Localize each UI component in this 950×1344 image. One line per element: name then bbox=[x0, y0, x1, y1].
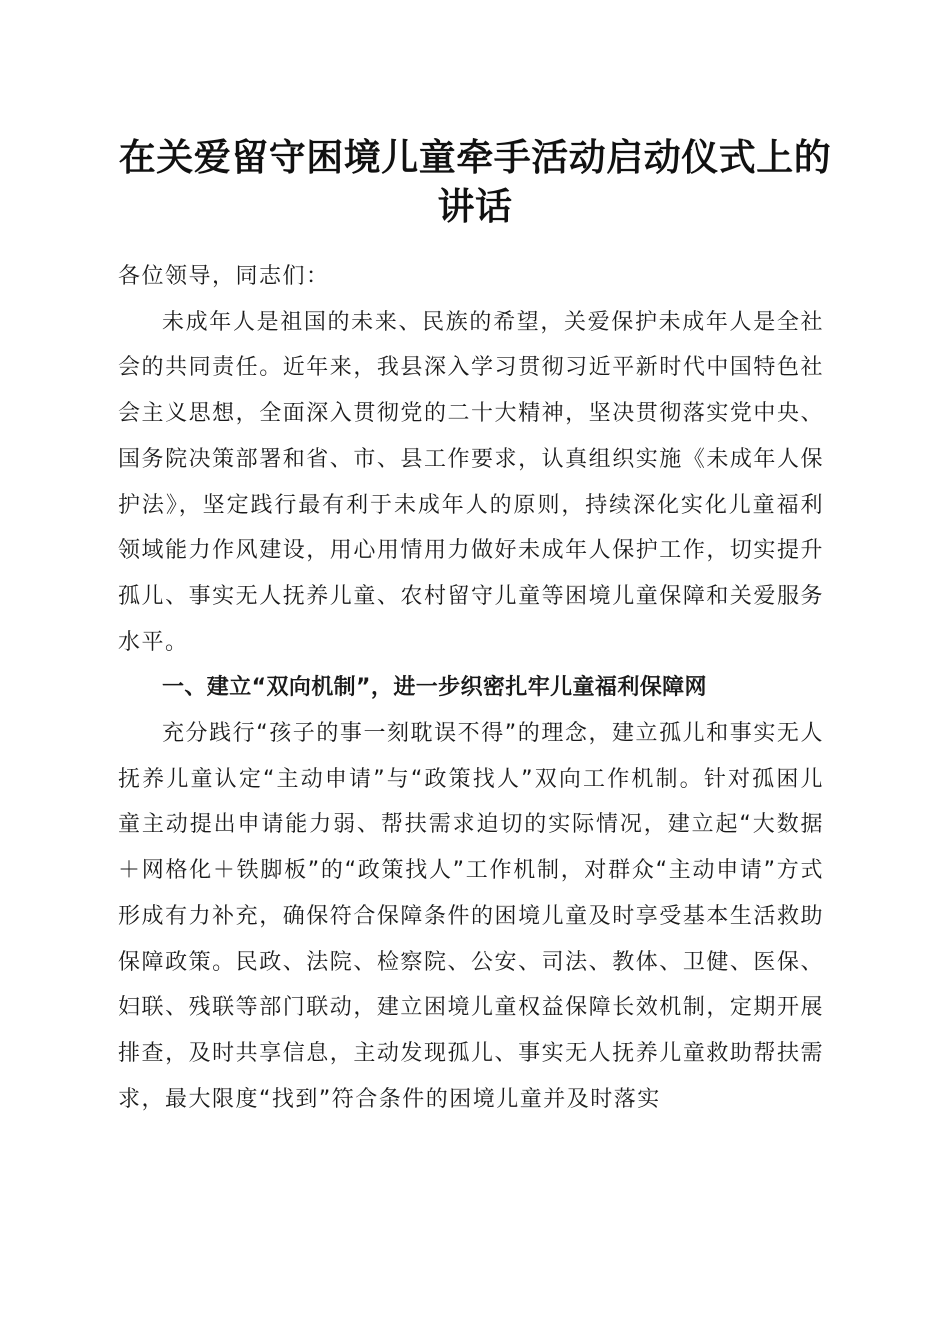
section-heading: 一、建立“双向机制”，进一步织密扎牢儿童福利保障网 bbox=[162, 675, 707, 701]
salutation: 各位领导，同志们： bbox=[118, 264, 330, 289]
document-body bbox=[118, 254, 824, 1122]
intro-paragraph: 未成年人是祖国的未来、民族的希望，关爱保护未成年人是全社会的共同责任。近年来，我县深入学习贯彻习近平新时代中国特色社会主义思想，全面深入贯彻党的二十大精神，坚决贯彻落实党中央、国务院决策部署和省、市、县工作要求，认真组织实施《未成年人保护法》，坚定践行最有利于未成年人的原则，持续深化实化儿童福利领域能力作风建设，用心用情用力做好未成年人保护工作，切实提升孤儿、事实无人抚养儿童、农村留守儿童等困境儿童保障和关爱服务水平。 bbox=[118, 309, 824, 655]
document-title: 在关爱留守困境儿童牵手活动启动仪式上的讲话 bbox=[118, 135, 832, 228]
section-paragraph: 充分践行“孩子的事一刻耽误不得”的理念，建立孤儿和事实无人抚养儿童认定“主动申请”与“政策找人”双向工作机制。针对孤困儿童主动提出申请能力弱、帮扶需求迫切的实际情况，建立起“大数据＋网格化＋铁脚板”的“政策找人”工作机制，对群众“主动申请”方式形成有力补充，确保符合保障条件的困境儿童及时享受基本生活救助保障政策。民政、法院、检察院、公安、司法、教体、卫健、医保、妇联、残联等部门联动，建立困境儿童权益保障长效机制，定期开展排查，及时共享信息，主动发现孤儿、事实无人抚养儿童救助帮扶需求，最大限度“找到”符合条件的困境儿童并及时落实 bbox=[118, 721, 824, 1112]
